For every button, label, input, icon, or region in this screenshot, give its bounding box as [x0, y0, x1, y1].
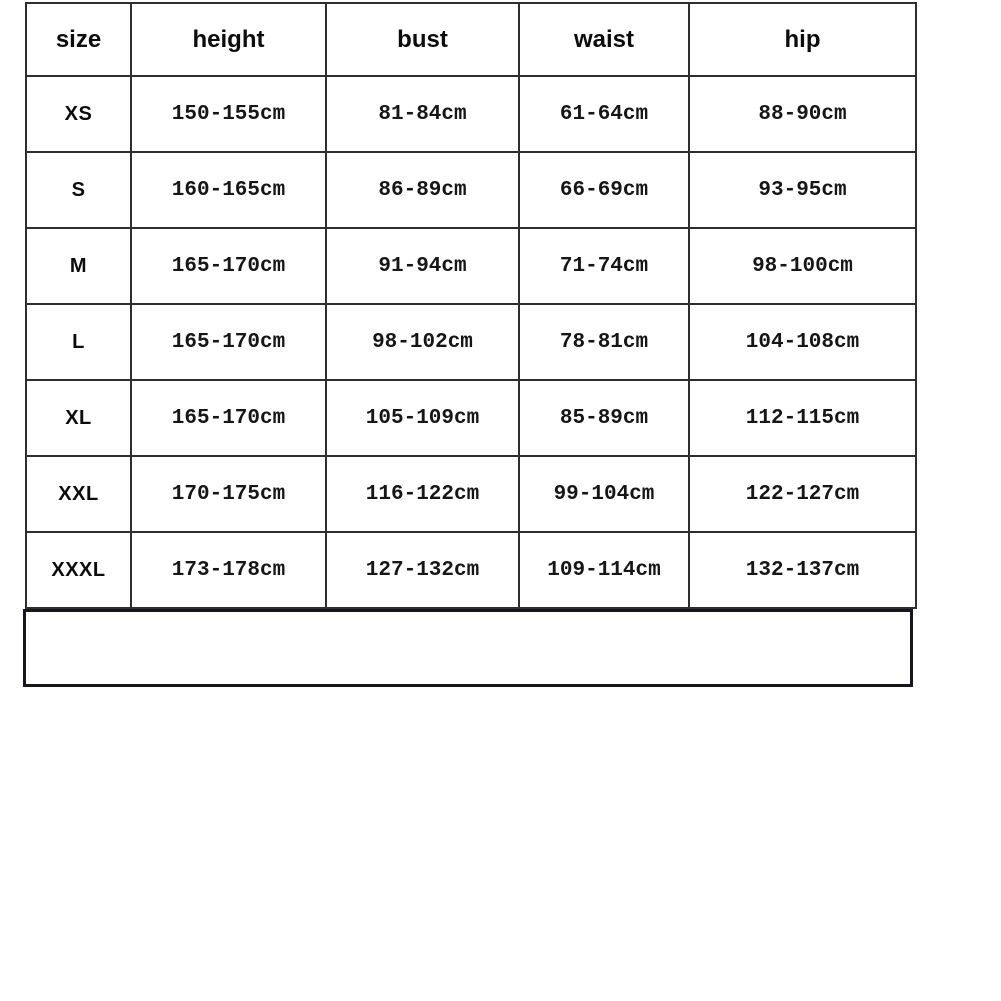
table-row	[26, 76, 916, 152]
cell-height: 165-170cm	[131, 304, 326, 380]
cell-bust: 81-84cm	[326, 76, 519, 152]
empty-note-box	[23, 609, 913, 687]
cell-bust: 127-132cm	[326, 532, 519, 608]
table-row	[26, 456, 916, 532]
size-label: S	[26, 152, 131, 228]
size-label: XL	[26, 380, 131, 456]
column-header-height: height	[131, 3, 326, 76]
cell-bust: 86-89cm	[326, 152, 519, 228]
cell-hip: 132-137cm	[689, 532, 916, 608]
cell-bust: 91-94cm	[326, 228, 519, 304]
size-chart-table	[25, 2, 917, 609]
cell-height: 150-155cm	[131, 76, 326, 152]
cell-waist: 99-104cm	[519, 456, 689, 532]
cell-waist: 61-64cm	[519, 76, 689, 152]
size-label: L	[26, 304, 131, 380]
size-label: XXXL	[26, 532, 131, 608]
column-header-waist: waist	[519, 3, 689, 76]
cell-waist: 78-81cm	[519, 304, 689, 380]
cell-height: 170-175cm	[131, 456, 326, 532]
cell-height: 160-165cm	[131, 152, 326, 228]
cell-height: 165-170cm	[131, 380, 326, 456]
cell-waist: 66-69cm	[519, 152, 689, 228]
cell-hip: 88-90cm	[689, 76, 916, 152]
cell-waist: 85-89cm	[519, 380, 689, 456]
cell-height: 173-178cm	[131, 532, 326, 608]
cell-bust: 105-109cm	[326, 380, 519, 456]
cell-hip: 104-108cm	[689, 304, 916, 380]
cell-bust: 98-102cm	[326, 304, 519, 380]
cell-waist: 109-114cm	[519, 532, 689, 608]
cell-hip: 122-127cm	[689, 456, 916, 532]
size-label: XXL	[26, 456, 131, 532]
table-row	[26, 152, 916, 228]
cell-hip: 93-95cm	[689, 152, 916, 228]
table-row	[26, 380, 916, 456]
cell-hip: 98-100cm	[689, 228, 916, 304]
table-row	[26, 304, 916, 380]
column-header-size: size	[26, 3, 131, 76]
size-label: XS	[26, 76, 131, 152]
cell-hip: 112-115cm	[689, 380, 916, 456]
size-label: M	[26, 228, 131, 304]
column-header-hip: hip	[689, 3, 916, 76]
column-header-bust: bust	[326, 3, 519, 76]
table-row	[26, 228, 916, 304]
cell-bust: 116-122cm	[326, 456, 519, 532]
header-row	[26, 3, 916, 76]
cell-height: 165-170cm	[131, 228, 326, 304]
cell-waist: 71-74cm	[519, 228, 689, 304]
table-row	[26, 532, 916, 608]
